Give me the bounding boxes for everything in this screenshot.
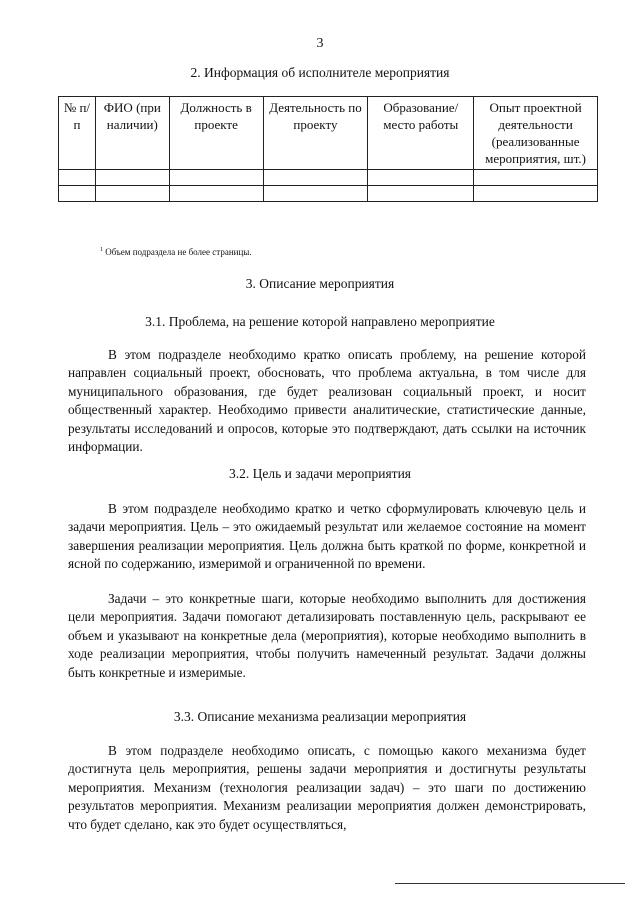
col-number-header: № п/п bbox=[59, 97, 96, 170]
col-position-header: Должность в проекте bbox=[169, 97, 263, 170]
table-cell bbox=[263, 186, 368, 202]
table-row bbox=[59, 170, 598, 186]
table-row bbox=[59, 186, 598, 202]
section-3-title: 3. Описание мероприятия bbox=[245, 276, 395, 291]
executor-info-table bbox=[58, 96, 598, 202]
subsection-3-1-title: 3.1. Проблема, на решение которой направлено мероприятие bbox=[145, 314, 495, 329]
section-2-title: 2. Информация об исполнителе мероприятия bbox=[190, 65, 450, 80]
table-cell bbox=[169, 170, 263, 186]
table-cell bbox=[474, 186, 598, 202]
table-cell bbox=[95, 186, 169, 202]
subsection-3-2-paragraph-2: Задачи – это конкретные шаги, которые необходимо выполнить для достижения цели мероприятия. Задачи помогают детализировать поставленную цель, раскрывают ее объем и указывают на конкретные дела (мероприятия), которые необходимо выполнить в ходе реализации мероприятия, чтобы получить намеченный результат. Задачи должны быть конкретные и измеримые. bbox=[68, 591, 586, 680]
col-activity-header: Деятельность по проекту bbox=[263, 97, 368, 170]
table-cell bbox=[368, 186, 474, 202]
table-cell bbox=[368, 170, 474, 186]
table-header-row bbox=[59, 97, 598, 170]
bottom-divider bbox=[395, 883, 625, 884]
subsection-3-3-title: 3.3. Описание механизма реализации мероприятия bbox=[173, 709, 467, 724]
subsection-3-2-title: 3.2. Цель и задачи мероприятия bbox=[228, 466, 412, 481]
footnote bbox=[100, 247, 252, 257]
subsection-3-2-paragraph-1: В этом подразделе необходимо кратко и четко сформулировать ключевую цель и задачи мероприятия. Цель – это ожидаемый результат или желаемое состояние на момент завершения реализации мероприятия. Цель должна быть краткой по форме, конкретной и ясной по содержанию, измеримой и ограниченной по времени. bbox=[68, 501, 586, 572]
footnote-text: Объем подраздела не более страницы. bbox=[105, 247, 252, 257]
table-cell bbox=[263, 170, 368, 186]
footnote-mark: 1 bbox=[100, 247, 103, 253]
table-cell bbox=[59, 186, 96, 202]
col-experience-header: Опыт проектной деятельности (реализованные мероприятия, шт.) bbox=[474, 97, 598, 170]
subsection-3-1-paragraph: В этом подразделе необходимо кратко описать проблему, на решение которой направлен социальный проект, обосновать, что проблема актуальна, в том числе для муниципального образования, где будет реализован социальный проект, и носит общественный характер. Необходимо привести аналитические, статистические данные, результаты исследований и опросов, которые это подтверждают, дать ссылки на источник информации. bbox=[68, 347, 586, 455]
table-cell bbox=[95, 170, 169, 186]
subsection-3-3-paragraph: В этом подразделе необходимо описать, с помощью какого механизма будет достигнута цель мероприятия, решены задачи мероприятия и достигнуты результаты мероприятия. Механизм (технология реализации задач) – это шаги по достижению результатов мероприятия. Механизм реализации мероприятия должен демонстрировать, что будет сделано, как это будет осуществляться, bbox=[68, 743, 586, 832]
table-cell bbox=[59, 170, 96, 186]
col-fio-header: ФИО (при наличии) bbox=[95, 97, 169, 170]
table-cell bbox=[474, 170, 598, 186]
col-education-header: Образование/ место работы bbox=[368, 97, 474, 170]
page-number: 3 bbox=[316, 36, 324, 51]
table-cell bbox=[169, 186, 263, 202]
